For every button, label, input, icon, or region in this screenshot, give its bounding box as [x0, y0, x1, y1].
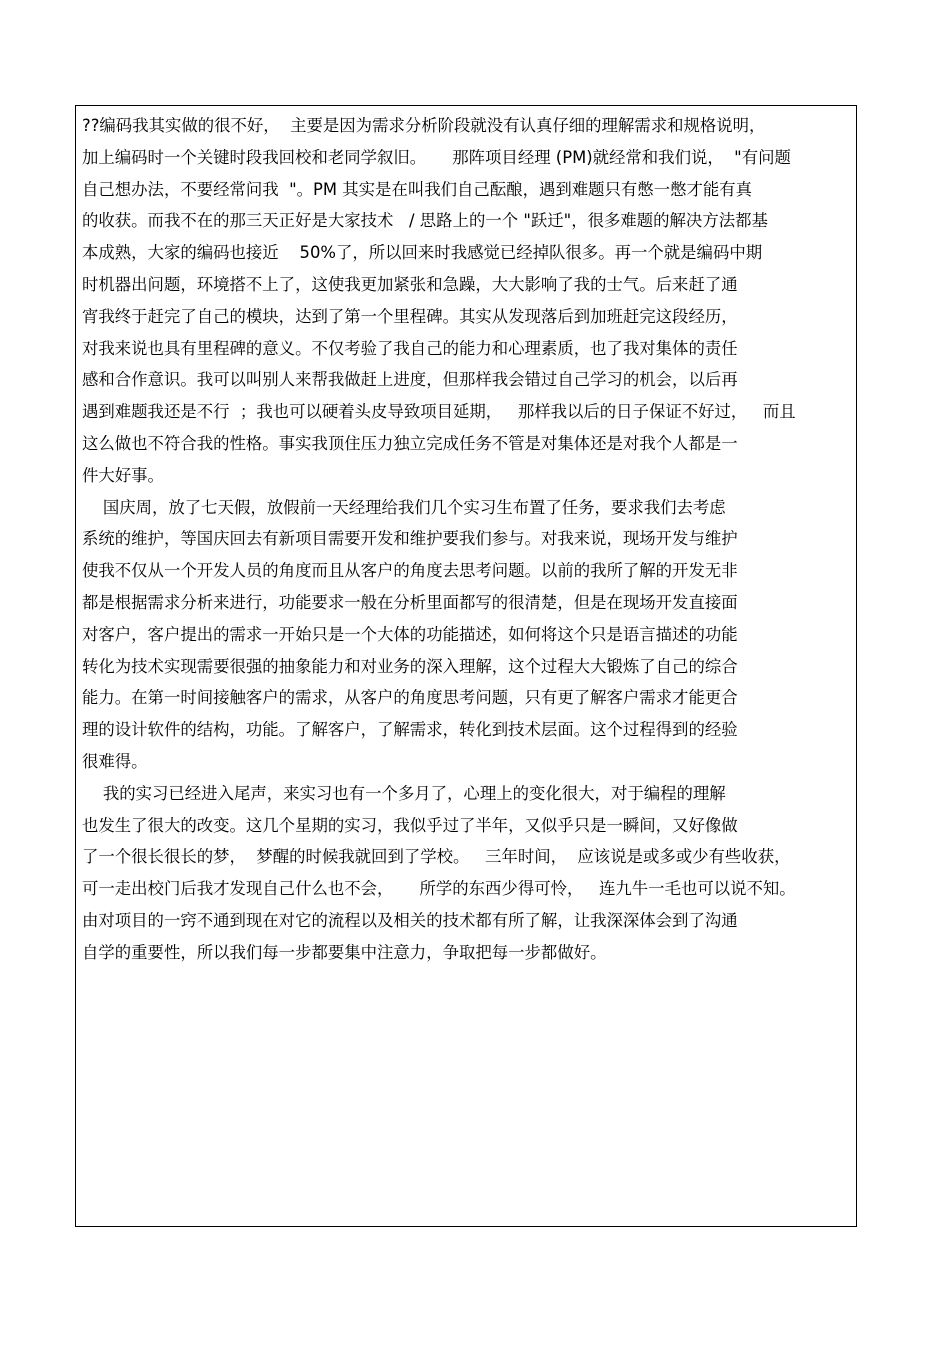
text-line: 对客户，客户提出的需求一开始只是一个大体的功能描述，如何将这个只是语言描述的功能: [82, 624, 738, 644]
text-line: 宵我终于赶完了自己的模块，达到了第一个里程碑。其实从发现落后到加班赶完这段经历，: [82, 306, 738, 326]
text-line: 对我来说也具有里程碑的意义。不仅考验了我自己的能力和心理素质，也了我对集体的责任: [82, 338, 738, 358]
text-line: 由对项目的一窍不通到现在对它的流程以及相关的技术都有所了解，让我深深体会到了沟通: [82, 910, 738, 930]
text-line: 了一个很长很长的梦， 梦醒的时候我就回到了学校。 三年时间， 应该说是或多或少有些收获，: [82, 847, 791, 867]
text-line: 加上编码时一个关键时段我回校和老同学叙旧。 那阵项目经理 (PM)就经常和我们说， "有问题: [82, 147, 791, 167]
text-line: 都是根据需求分析来进行，功能要求一般在分析里面都写的很清楚，但是在现场开发直接面: [82, 592, 738, 612]
paragraph-start-line: 国庆周，放了七天假，放假前一天经理给我们几个实习生布置了任务，要求我们去考虑: [82, 497, 726, 517]
document-body: [82, 110, 854, 969]
text-line: 件大好事。: [82, 465, 164, 485]
text-line: 也发生了很大的改变。这几个星期的实习，我似乎过了半年，又似乎只是一瞬间，又好像做: [82, 815, 738, 835]
text-line: 的收获。而我不在的那三天正好是大家技术 / 思路上的一个 "跃迁"，很多难题的解决方法都基: [82, 211, 768, 231]
text-line: 自学的重要性，所以我们每一步都要集中注意力，争取把每一步都做好。: [82, 942, 607, 962]
text-line: 使我不仅从一个开发人员的角度而且从客户的角度去思考问题。以前的我所了解的开发无非: [82, 561, 738, 581]
text-line: 自己想办法，不要经常问我 "。PM 其实是在叫我们自己酝酿，遇到难题只有憋一憋才能有真: [82, 179, 753, 199]
text-line: 很难得。: [82, 751, 148, 771]
text-line: 转化为技术实现需要很强的抽象能力和对业务的深入理解，这个过程大大锻炼了自己的综合: [82, 656, 738, 676]
text-line: 感和合作意识。我可以叫别人来帮我做赶上进度，但那样我会错过自己学习的机会，以后再: [82, 370, 738, 390]
text-line: 这么做也不符合我的性格。事实我顶住压力独立完成任务不管是对集体还是对我个人都是一: [82, 433, 738, 453]
text-line: 遇到难题我还是不行 ；我也可以硬着头皮导致项目延期， 那样我以后的日子保证不好过， 而且: [82, 402, 796, 422]
text-line: 系统的维护，等国庆回去有新项目需要开发和维护要我们参与。对我来说，现场开发与维护: [82, 529, 738, 549]
paragraph-start-line: 我的实习已经进入尾声，来实习也有一个多月了，心理上的变化很大，对于编程的理解: [82, 783, 726, 803]
document-frame: [75, 105, 857, 1227]
text-line: 时机器出问题，环境搭不上了，这使我更加紧张和急躁，大大影响了我的士气。后来赶了通: [82, 274, 738, 294]
text-line: 可一走出校门后我才发现自己什么也不会， 所学的东西少得可怜， 连九牛一毛也可以说不知。: [82, 879, 796, 899]
text-line: 理的设计软件的结构，功能。了解客户，了解需求，转化到技术层面。这个过程得到的经验: [82, 720, 738, 740]
text-line: ??编码我其实做的很不好， 主要是因为需求分析阶段就没有认真仔细的理解需求和规格说明，: [82, 116, 766, 135]
text-line: 能力。在第一时间接触客户的需求，从客户的角度思考问题，只有更了解客户需求才能更合: [82, 688, 738, 708]
text-line: 本成熟，大家的编码也接近 50%了，所以回来时我感觉已经掉队很多。再一个就是编码中期: [82, 243, 763, 263]
